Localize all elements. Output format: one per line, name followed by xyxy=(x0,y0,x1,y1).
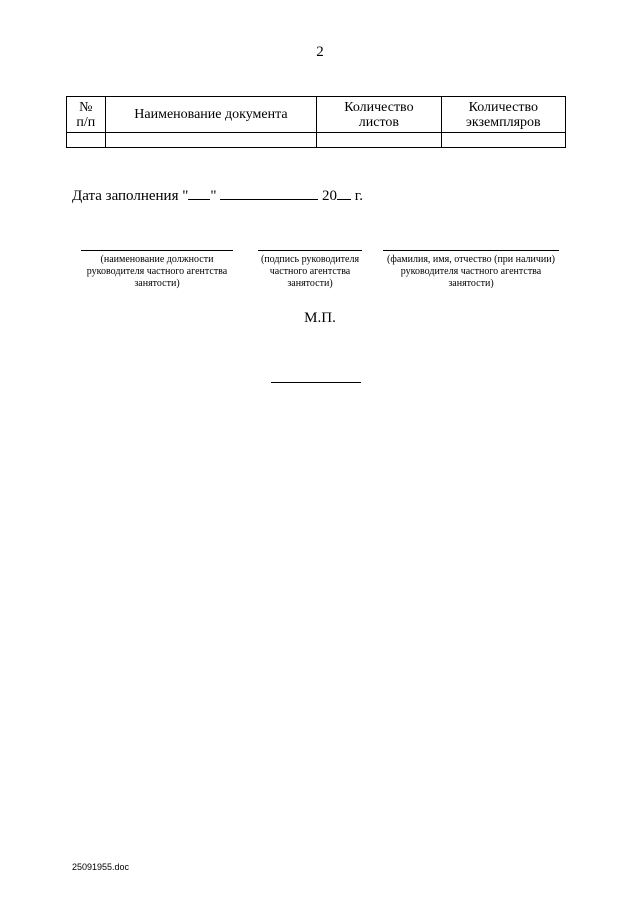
table-cell xyxy=(105,133,317,148)
position-caption: (наименование должности руководителя частного агентства занятости) xyxy=(86,254,228,289)
day-blank xyxy=(188,187,210,200)
fill-date-quote: " xyxy=(210,188,217,204)
header-copy-count: Количество экземпляров xyxy=(441,97,565,133)
position-signature-block xyxy=(72,250,242,290)
year-prefix: 20 xyxy=(322,188,337,204)
table-cell xyxy=(441,133,565,148)
signature-caption: (подпись руководителя частного агентства занятости) xyxy=(260,254,360,289)
header-sheet-count: Количество листов xyxy=(317,97,441,133)
header-document-name: Наименование документа xyxy=(105,97,317,133)
documents-table xyxy=(66,96,566,148)
year-blank xyxy=(337,187,351,200)
stamp-label: М.П. xyxy=(304,310,336,326)
table-header-row xyxy=(67,97,566,133)
table-row xyxy=(67,133,566,148)
page-number: 2 xyxy=(316,44,324,60)
table-cell xyxy=(317,133,441,148)
header-number: № п/п xyxy=(67,97,106,133)
footer-filename: 25091955.doc xyxy=(72,862,130,872)
fill-date-line xyxy=(72,187,363,205)
end-divider xyxy=(271,382,361,383)
signature-block xyxy=(250,250,370,290)
year-suffix: г. xyxy=(354,188,363,204)
table-cell xyxy=(67,133,106,148)
full-name-caption: (фамилия, имя, отчество (при наличии) руководителя частного агентства занятости) xyxy=(387,254,555,289)
fill-date-label: Дата заполнения " xyxy=(72,188,189,204)
month-blank xyxy=(220,187,318,200)
full-name-block xyxy=(376,250,566,290)
